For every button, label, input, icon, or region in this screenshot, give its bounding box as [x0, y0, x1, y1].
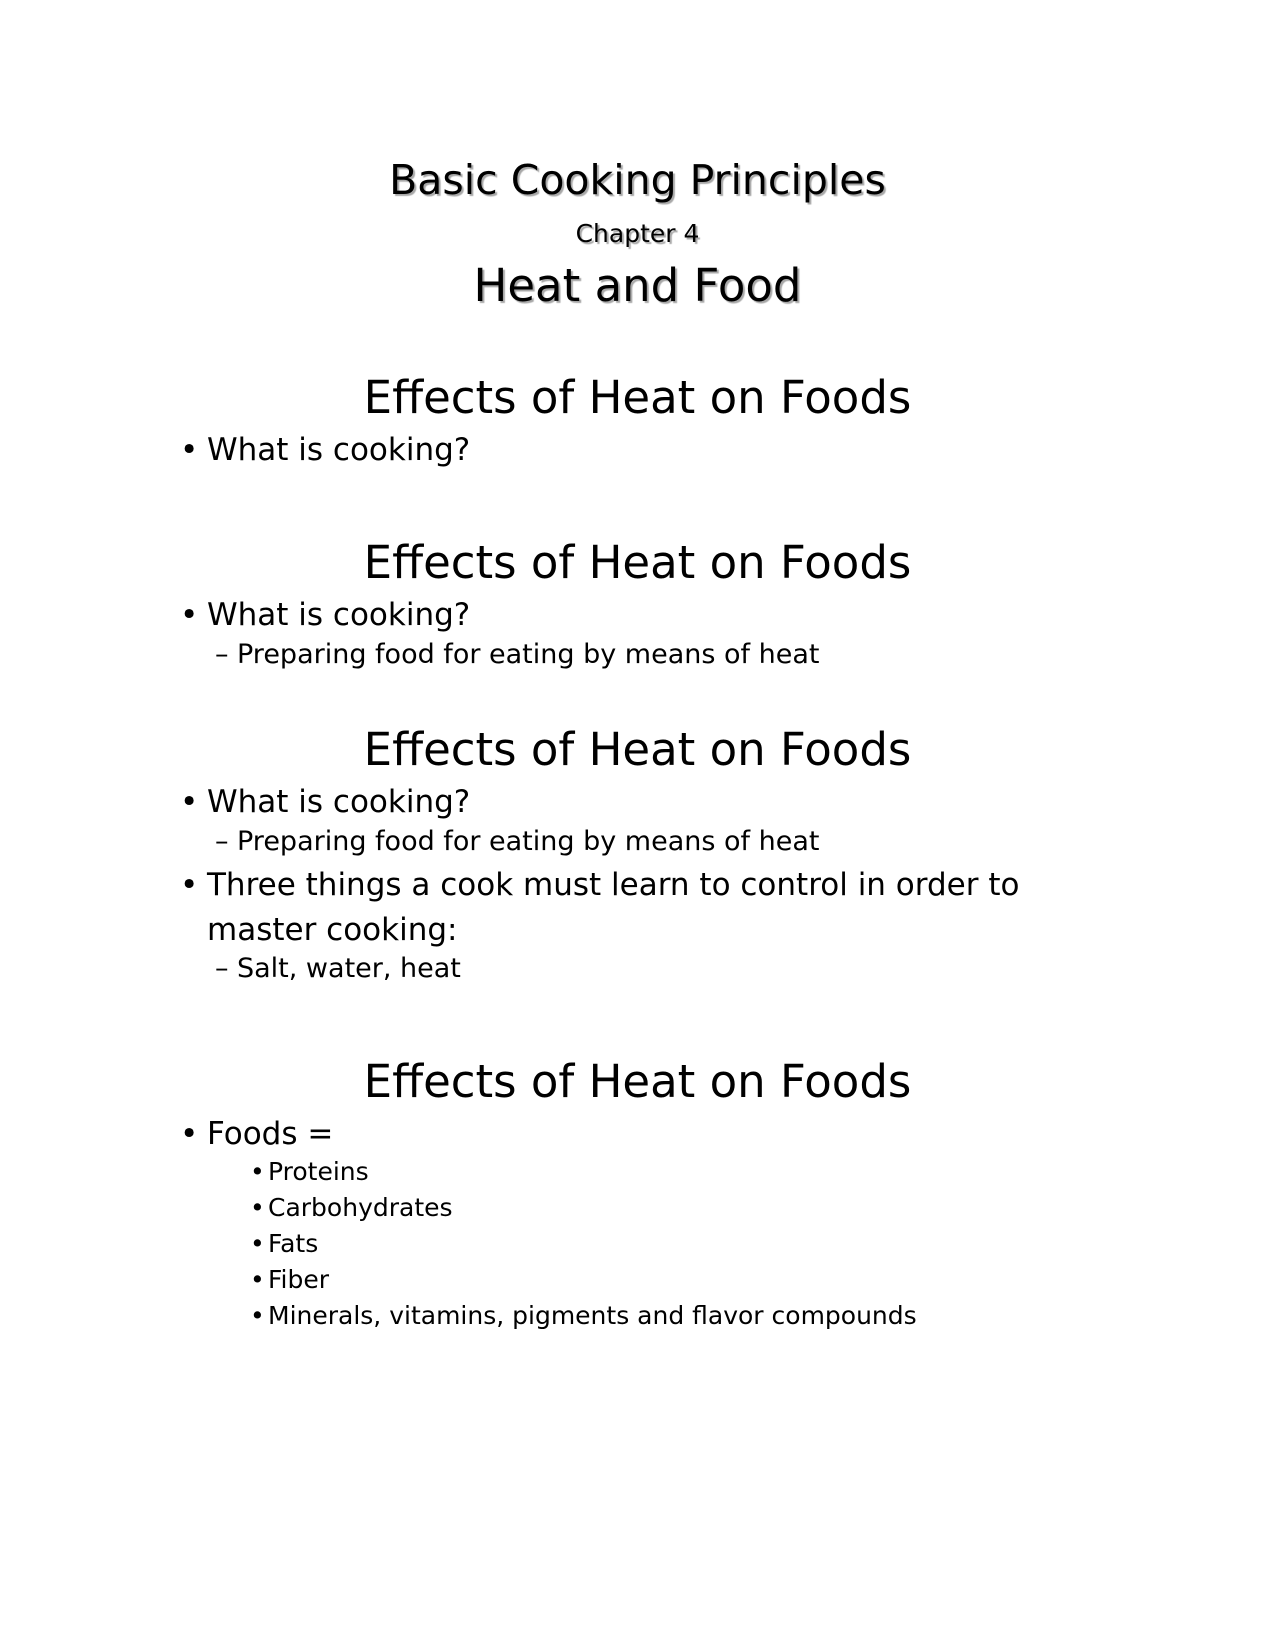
bullet-text: Foods =	[207, 1116, 334, 1152]
sub-bullet-marker: •	[250, 1229, 265, 1258]
sub-bullet-marker: •	[250, 1193, 265, 1222]
bullet-marker: •	[180, 432, 199, 468]
sub-bullet-text: Salt, water, heat	[237, 953, 461, 984]
sub-bullet-text: Preparing food for eating by means of heat	[237, 826, 820, 857]
food-item: Carbohydrates	[268, 1193, 453, 1222]
bullet-marker: •	[180, 1116, 199, 1152]
sub-bullet-text: Preparing food for eating by means of heat	[237, 639, 820, 670]
bullet-text-continued: master cooking:	[207, 912, 458, 948]
dash-marker: –	[215, 826, 229, 857]
chapter-label: Chapter 4	[575, 219, 700, 248]
food-item: Minerals, vitamins, pigments and flavor compounds	[268, 1301, 917, 1330]
slide-heading: Effects of Heat on Foods	[363, 536, 912, 589]
sub-bullet-marker: •	[250, 1301, 265, 1330]
bullet-marker: •	[180, 597, 199, 633]
sub-bullet-marker: •	[250, 1157, 265, 1186]
bullet-text: What is cooking?	[207, 784, 471, 820]
bullet-text: What is cooking?	[207, 432, 471, 468]
sub-bullet-marker: •	[250, 1265, 265, 1294]
bullet-text: What is cooking?	[207, 597, 471, 633]
bullet-text: Three things a cook must learn to control in order to	[207, 867, 1020, 903]
food-item: Proteins	[268, 1157, 369, 1186]
bullet-marker: •	[180, 784, 199, 820]
dash-marker: –	[215, 639, 229, 670]
slide-heading: Effects of Heat on Foods	[363, 371, 912, 424]
slide-heading: Effects of Heat on Foods	[363, 1055, 912, 1108]
chapter-subtitle: Heat and Food	[473, 259, 802, 312]
bullet-marker: •	[180, 867, 199, 903]
document-title: Basic Cooking Principles	[389, 156, 886, 204]
food-item: Fats	[268, 1229, 319, 1258]
slide-heading: Effects of Heat on Foods	[363, 723, 912, 776]
food-item: Fiber	[268, 1265, 330, 1294]
dash-marker: –	[215, 953, 229, 984]
